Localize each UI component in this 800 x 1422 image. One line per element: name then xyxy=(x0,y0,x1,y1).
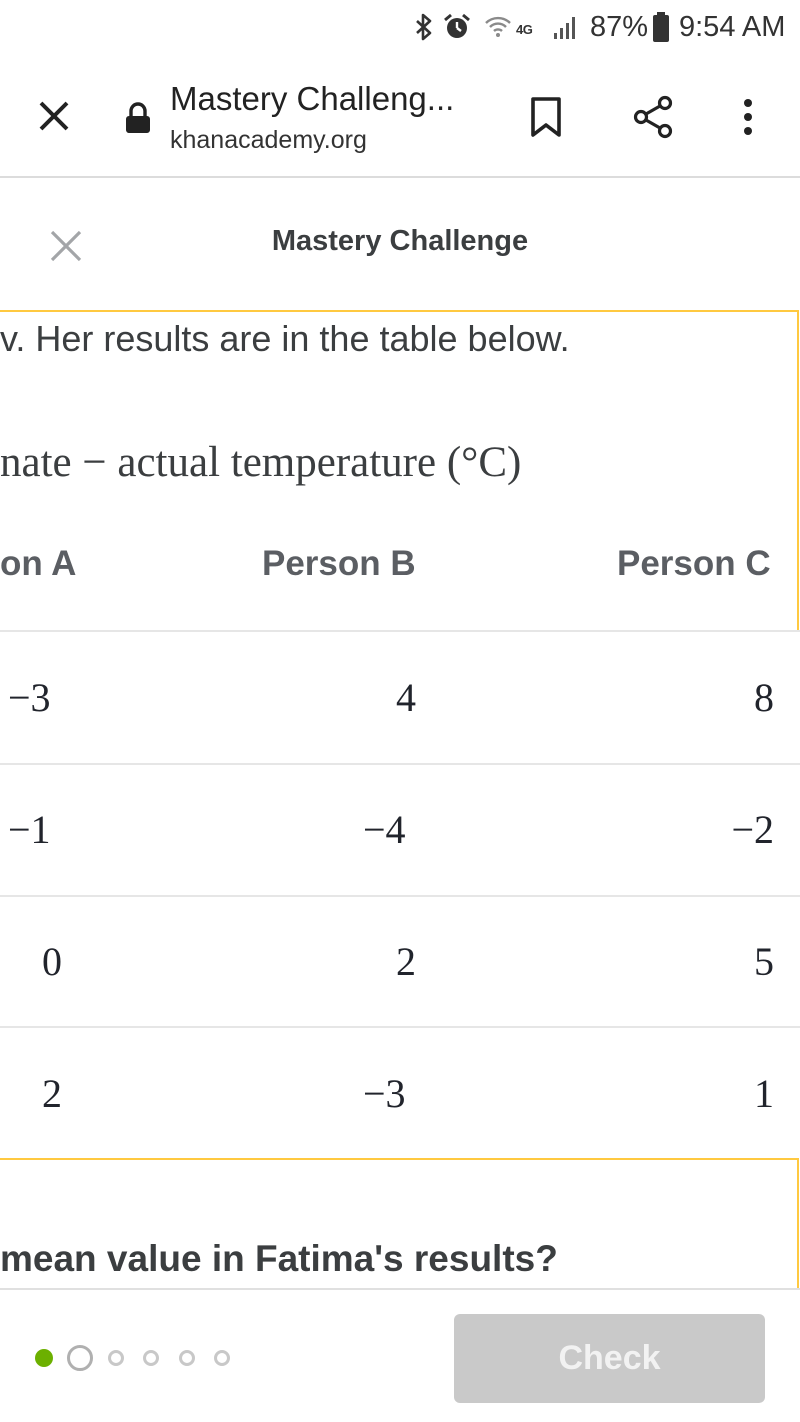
progress-dot xyxy=(214,1350,230,1366)
progress-dot xyxy=(108,1350,124,1366)
table-cell: 2 xyxy=(396,939,416,984)
close-tab-icon[interactable] xyxy=(32,94,76,138)
table-cell: −3 xyxy=(363,1071,406,1116)
row-divider xyxy=(0,1026,800,1028)
status-bar xyxy=(0,0,800,56)
more-menu-icon[interactable] xyxy=(730,92,766,142)
challenge-title: Mastery Challenge xyxy=(271,225,529,257)
table-cell: −2 xyxy=(731,807,774,852)
page-title[interactable]: Mastery Challeng... xyxy=(170,80,455,117)
alarm-icon xyxy=(442,10,472,44)
clock-time: 9:54 AM xyxy=(679,10,786,43)
check-button[interactable]: Check xyxy=(454,1314,765,1403)
challenge-header xyxy=(0,180,800,310)
question-text: mean value in Fatima's results? xyxy=(0,1238,558,1279)
network-type: 4G xyxy=(516,21,533,37)
problem-intro-text: v. Her results are in the table below. xyxy=(0,318,570,359)
progress-dot xyxy=(143,1350,159,1366)
table-cell: 0 xyxy=(42,939,62,984)
share-icon[interactable] xyxy=(628,92,678,142)
bookmark-icon[interactable] xyxy=(524,94,568,140)
table-cell: 4 xyxy=(396,675,416,720)
progress-dot-current xyxy=(67,1345,93,1371)
table-cell: 1 xyxy=(754,1071,774,1116)
row-divider xyxy=(0,895,800,897)
row-divider xyxy=(0,763,800,765)
battery-percent: 87% xyxy=(590,10,649,43)
exercise-content[interactable] xyxy=(0,310,800,1288)
table-cell: 8 xyxy=(754,675,774,720)
column-header-person-a: on A xyxy=(0,544,77,583)
row-divider xyxy=(0,630,800,632)
table-cell: −1 xyxy=(8,807,51,852)
table-cell: 2 xyxy=(42,1071,62,1116)
lock-icon xyxy=(120,98,156,138)
wifi-icon xyxy=(484,10,512,44)
progress-dot-completed xyxy=(35,1349,53,1367)
column-header-person-b: Person B xyxy=(262,544,416,583)
exercise-footer xyxy=(0,1288,800,1422)
bluetooth-icon xyxy=(414,10,434,44)
battery-icon xyxy=(651,10,671,44)
url-domain[interactable]: khanacademy.org xyxy=(170,126,367,154)
signal-icon xyxy=(552,10,580,44)
table-cell: −3 xyxy=(8,675,51,720)
table-cell: −4 xyxy=(363,807,406,852)
table-cell: 5 xyxy=(754,939,774,984)
table-caption: nate − actual temperature (°C) xyxy=(0,439,522,486)
progress-dot xyxy=(179,1350,195,1366)
browser-toolbar xyxy=(0,56,800,178)
column-header-person-c: Person C xyxy=(617,544,771,583)
